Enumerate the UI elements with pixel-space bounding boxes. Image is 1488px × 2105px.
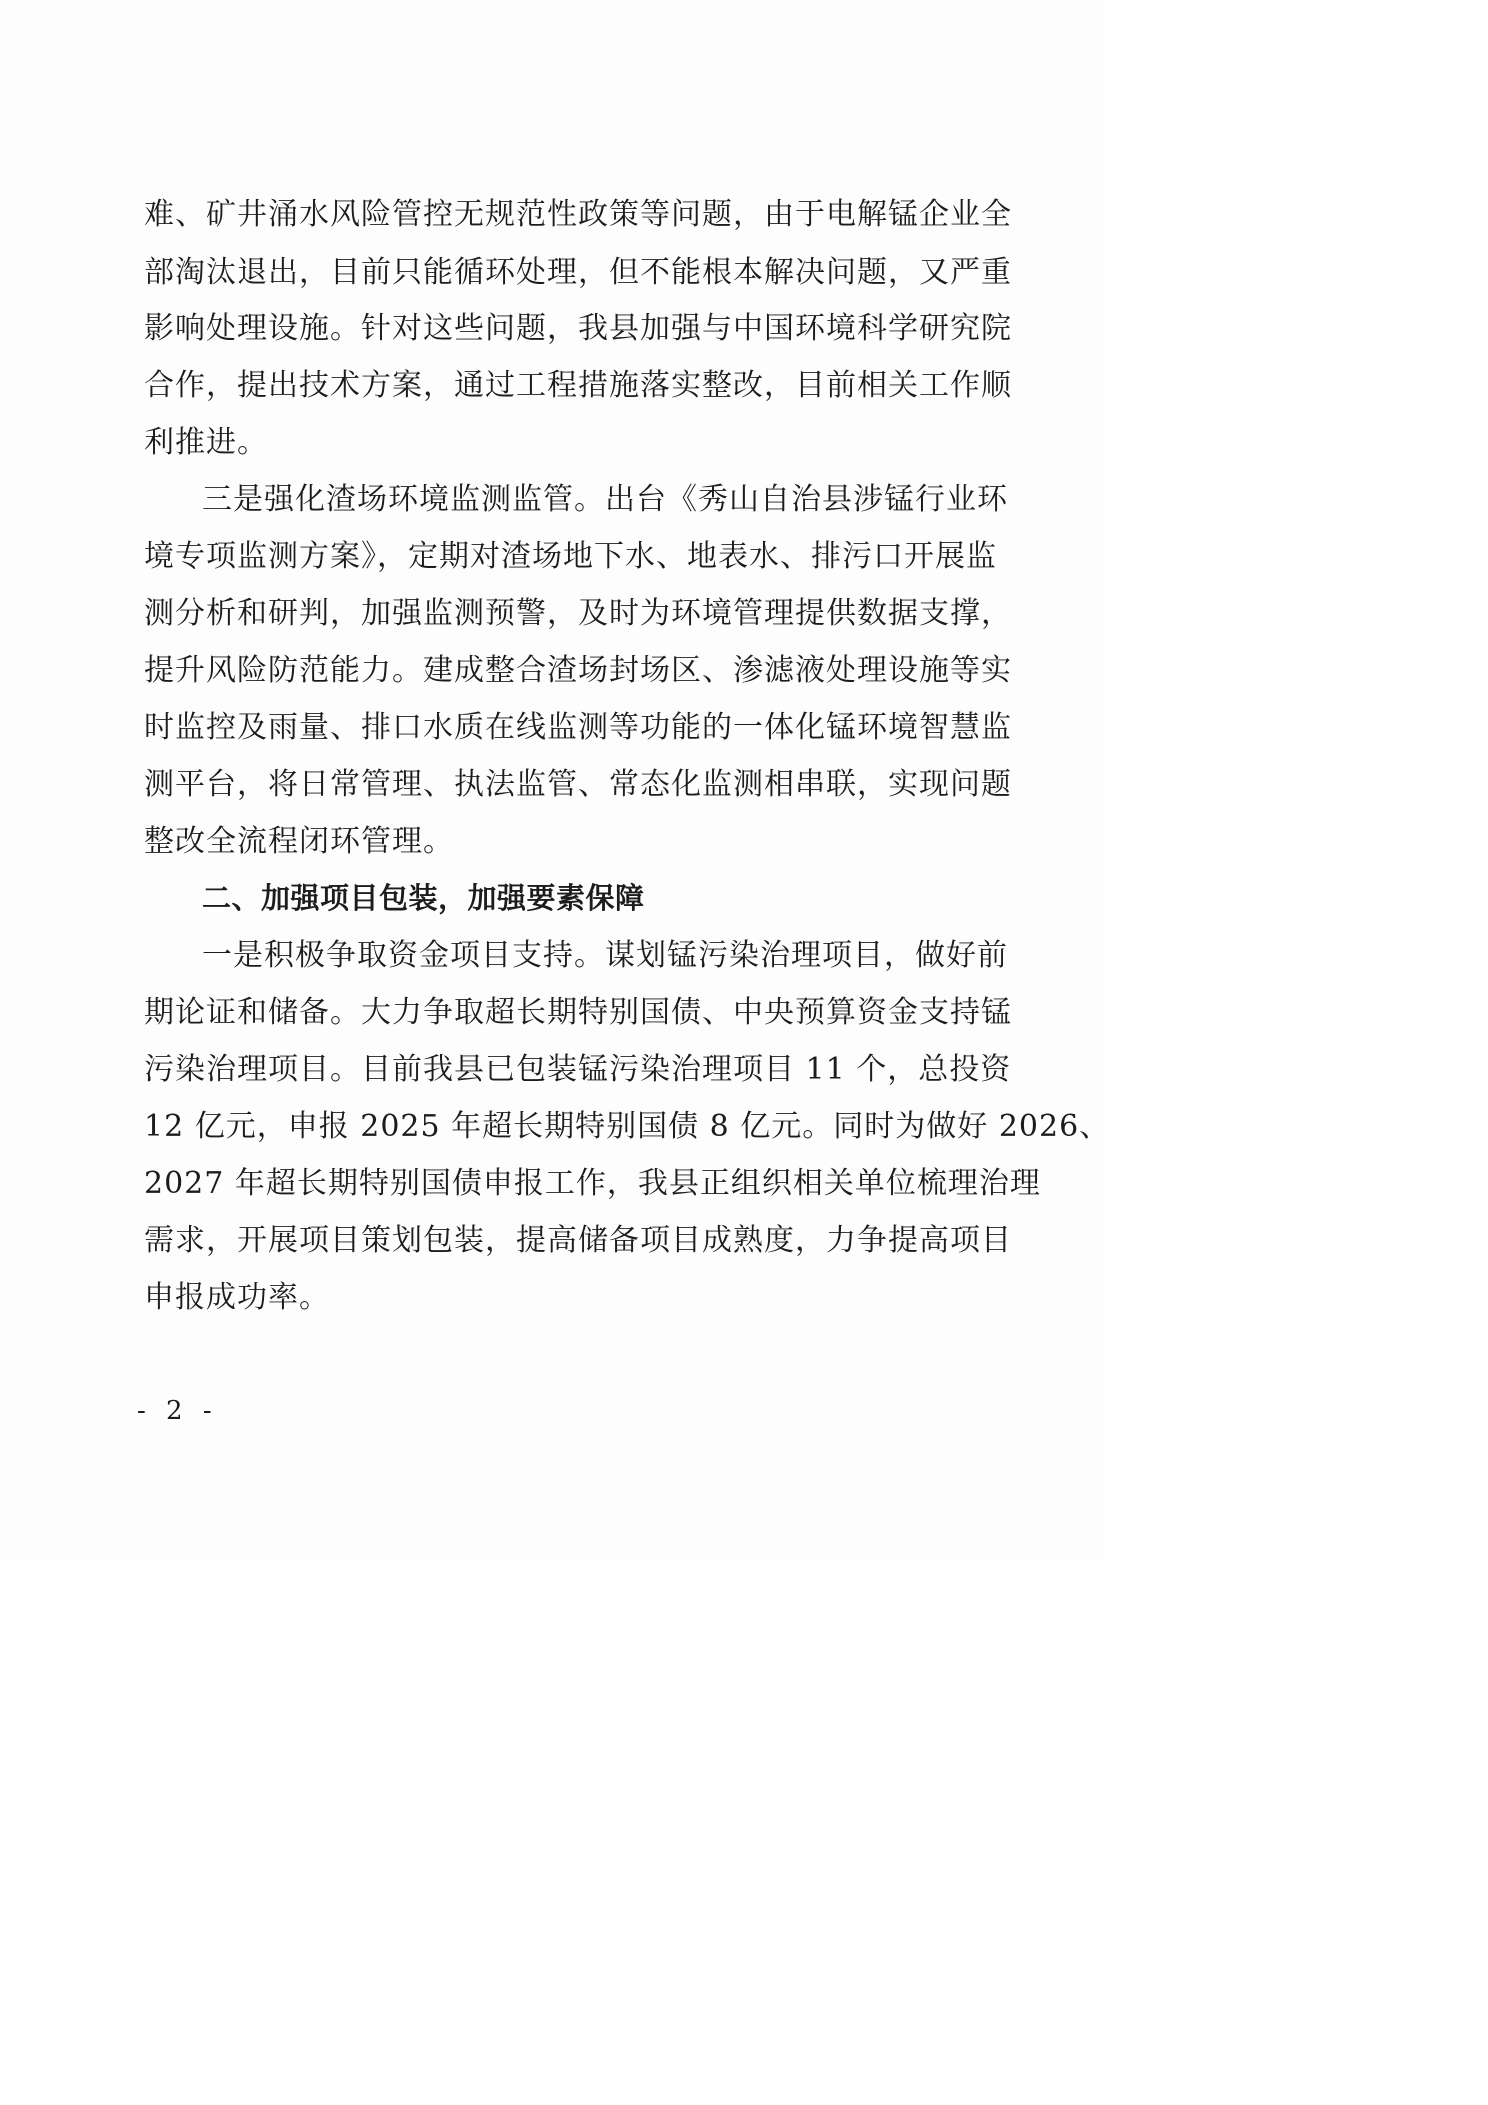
- paragraph-line: 时监控及雨量、排口水质在线监测等功能的一体化锰环境智慧监: [144, 710, 1012, 745]
- paragraph-line: 期论证和储备。大力争取超长期特别国债、中央预算资金支持锰: [144, 995, 1012, 1030]
- paragraph-line: 难、矿井涌水风险管控无规范性政策等问题，由于电解锰企业全: [144, 197, 1012, 232]
- paragraph-line: 12 亿元，申报 2025 年超长期特别国债 8 亿元。同时为做好 2026、: [144, 1109, 1111, 1144]
- paragraph-line: 合作，提出技术方案，通过工程措施落实整改，目前相关工作顺: [144, 368, 1012, 403]
- page-number: - 2 -: [137, 1396, 218, 1426]
- paragraph-line: 申报成功率。: [144, 1280, 330, 1315]
- paragraph-line: 部淘汰退出，目前只能循环处理，但不能根本解决问题，又严重: [144, 255, 1012, 290]
- paragraph-line: 提升风险防范能力。建成整合渣场封场区、渗滤液处理设施等实: [144, 653, 1012, 688]
- paragraph-line: 整改全流程闭环管理。: [144, 824, 454, 859]
- paragraph-line: 测平台，将日常管理、执法监管、常态化监测相串联，实现问题: [144, 767, 1012, 802]
- paragraph-line: 影响处理设施。针对这些问题，我县加强与中国环境科学研究院: [144, 311, 1012, 346]
- paragraph-line: 利推进。: [144, 425, 268, 460]
- paragraph-line: 2027 年超长期特别国债申报工作，我县正组织相关单位梳理治理: [144, 1166, 1041, 1201]
- section-heading: 二、加强项目包装，加强要素保障: [202, 881, 645, 915]
- paragraph-line: 测分析和研判，加强监测预警，及时为环境管理提供数据支撑，: [144, 596, 1012, 631]
- paragraph-line: 需求，开展项目策划包装，提高储备项目成熟度，力争提高项目: [144, 1223, 1012, 1258]
- paragraph-line: 一是积极争取资金项目支持。谋划锰污染治理项目，做好前: [202, 938, 1008, 973]
- paragraph-line: 境专项监测方案》，定期对渣场地下水、地表水、排污口开展监: [144, 539, 997, 574]
- paragraph-line: 三是强化渣场环境监测监管。出台《秀山自治县涉锰行业环: [202, 482, 1008, 517]
- paragraph-line: 污染治理项目。目前我县已包装锰污染治理项目 11 个，总投资: [144, 1052, 1012, 1087]
